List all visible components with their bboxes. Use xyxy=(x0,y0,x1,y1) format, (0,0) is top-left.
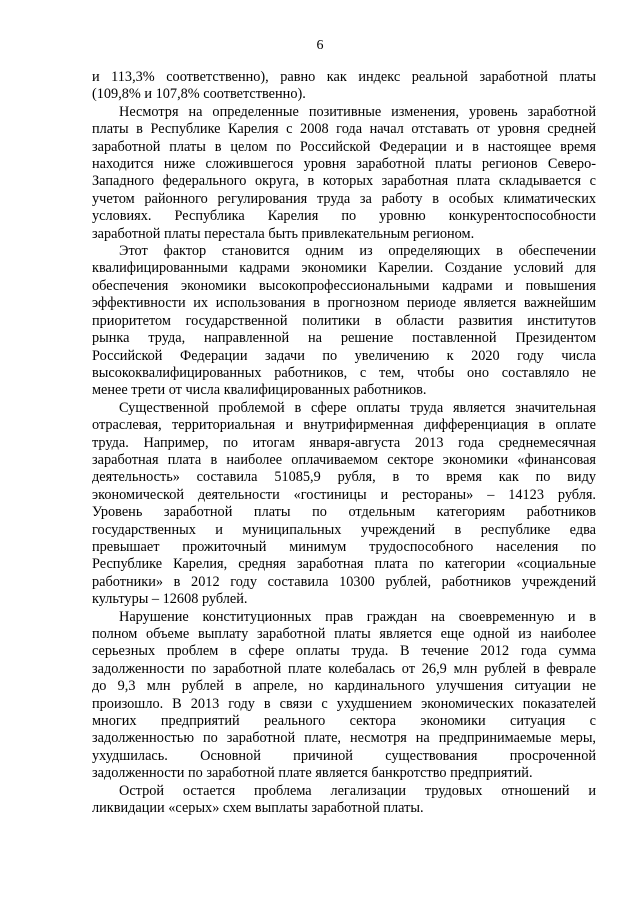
text-line: Нарушение конституционных прав граждан на своевременную и в xyxy=(119,608,596,625)
text-line: произошло. В 2013 году в связи с ухудшением экономических показателей xyxy=(92,695,596,712)
document-body xyxy=(92,69,596,817)
text-line: Уровень заработной платы по отдельным категориям работников xyxy=(92,504,596,521)
text-line: превышает прожиточный минимум трудоспособного населения по xyxy=(92,538,596,555)
text-line: заработной платы перестала быть привлекательным регионом. xyxy=(92,225,475,242)
text-line: платы в Республике Карелия с 2008 года начал отставать от уровня средней xyxy=(92,121,596,138)
text-line: отраслевая, территориальная и внутрифирменная дифференциация в оплате xyxy=(92,417,596,434)
text-line: и 113,3% соответственно), равно как индекс реальной заработной платы xyxy=(92,69,596,85)
text-line: рынка труда, направленной на решение поставленной Президентом xyxy=(92,330,596,347)
text-line: экономической деятельности «гостиницы и рестораны» – 14123 рубля. xyxy=(92,486,596,503)
text-line: деятельность» составила 51085,9 рубля, в то время как по виду xyxy=(92,469,596,486)
text-line: Этот фактор становится одним из определяющих в обеспечении xyxy=(119,243,596,260)
text-line: Российской Федерации задачи по увеличению к 2020 году числа xyxy=(92,347,596,364)
paragraph xyxy=(92,609,596,783)
text-line: заработная плата в наиболее оплачиваемом секторе экономики «финансовая xyxy=(92,451,596,468)
text-line: учетом районного регулирования труда за работу в особых климатических xyxy=(92,190,596,207)
text-line: ликвидации «серых» схем выплаты заработной платы. xyxy=(92,800,424,817)
text-line: задолженности по заработной плате является банкротство предприятий. xyxy=(92,765,533,782)
text-line: высококвалифицированных работников, с тем, чтобы оно составляло не xyxy=(92,364,596,381)
text-line: задолженности по заработной плате колебалась от 26,9 млн рублей в феврале xyxy=(92,660,596,677)
text-line: приоритетом государственной политики в области развития институтов xyxy=(92,312,596,329)
text-line: Республике Карелия, средняя заработная плата по категории «социальные xyxy=(92,556,596,573)
text-line: квалифицированными кадрами экономики Карелии. Создание условий для xyxy=(92,260,596,277)
text-line: работники» в 2012 году составила 10300 рублей, работников учреждений xyxy=(92,573,596,590)
paragraph xyxy=(92,69,596,104)
text-line: Несмотря на определенные позитивные изменения, уровень заработной xyxy=(119,103,596,120)
text-line: труда. Например, по итогам января-августа 2013 года среднемесячная xyxy=(92,434,596,451)
text-line: обеспечения экономики высокопрофессиональными кадрами и повышения xyxy=(92,277,596,294)
paragraph xyxy=(92,400,596,609)
text-line: эффективности их использования в прогнозном периоде является важнейшим xyxy=(92,295,596,312)
text-line: полном объеме выплату заработной платы является еще одной из наиболее xyxy=(92,626,596,642)
text-line: серьезных проблем в сфере оплаты труда. В течение 2012 года сумма xyxy=(92,643,596,660)
page-number: 6 xyxy=(316,38,324,53)
text-line: многих предприятий реального сектора экономики ситуация с xyxy=(92,713,596,730)
text-line: культуры – 12608 рублей. xyxy=(92,591,248,608)
text-line: (109,8% и 107,8% соответственно). xyxy=(92,86,306,103)
paragraph xyxy=(92,104,596,243)
text-line: условиях. Республика Карелия по уровню конкурентоспособности xyxy=(92,208,596,225)
paragraph xyxy=(92,783,596,818)
text-line: заработной платы в целом по Российской Федерации и в настоящее время xyxy=(92,138,596,155)
paragraph xyxy=(92,243,596,400)
text-line: менее трети от числа квалифицированных работников. xyxy=(92,382,427,399)
text-line: находится ниже сложившегося уровня заработной платы регионов Северо- xyxy=(92,156,596,173)
text-line: ухудшилась. Основной причиной существования просроченной xyxy=(92,747,596,764)
text-line: задолженностью по заработной плате, несмотря на предпринимаемые меры, xyxy=(92,730,596,747)
text-line: Острой остается проблема легализации трудовых отношений и xyxy=(119,782,596,799)
text-line: государственных и муниципальных учреждений в республике едва xyxy=(92,521,596,538)
text-line: до 9,3 млн рублей в апреле, но кардинального улучшения ситуации не xyxy=(92,678,596,695)
text-line: Западного федерального округа, в которых заработная плата складывается с xyxy=(92,173,596,190)
text-line: Существенной проблемой в сфере оплаты труда является значительная xyxy=(119,399,596,416)
